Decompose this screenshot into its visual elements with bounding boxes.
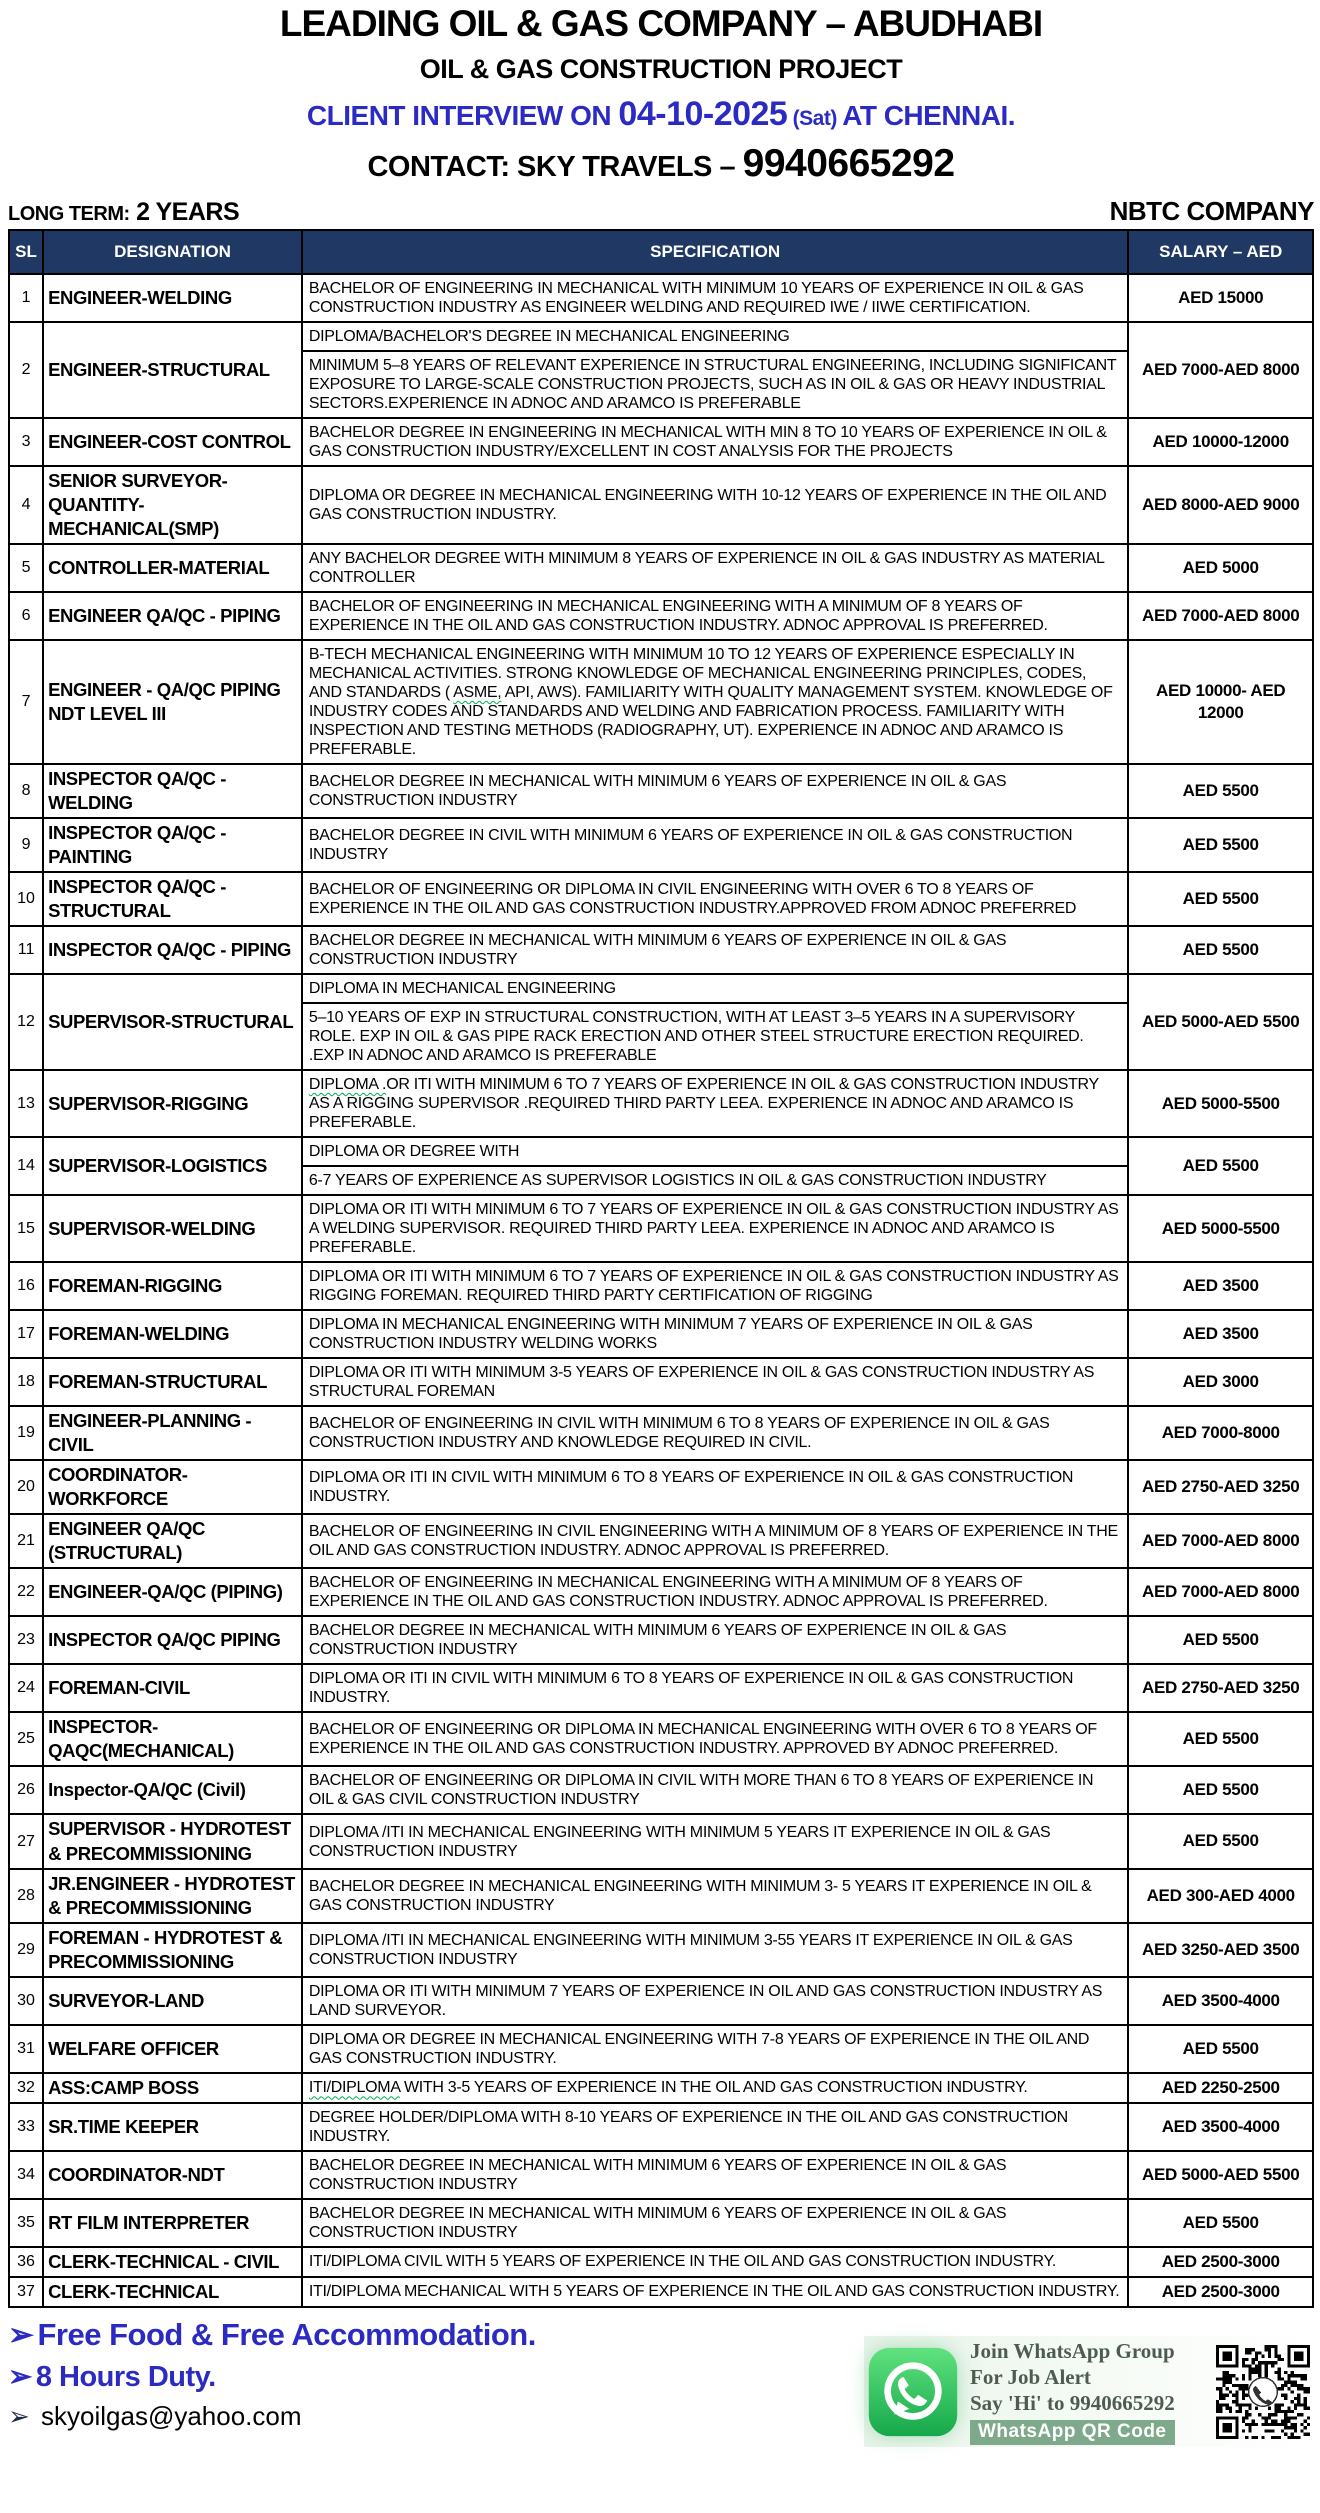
table-row bbox=[9, 1460, 1313, 1514]
table-row bbox=[9, 974, 1313, 1070]
designation-cell: ASS:CAMP BOSS bbox=[43, 2073, 302, 2103]
spec-part: DIPLOMA OR ITI IN CIVIL WITH MINIMUM 6 TO 8 YEARS OF EXPERIENCE IN OIL & GAS CONSTRUCTION INDUSTRY. bbox=[308, 1469, 1074, 1506]
salary-cell: AED 8000-AED 9000 bbox=[1128, 466, 1313, 544]
misspelling-squiggle: DIPLOMA . bbox=[308, 1076, 387, 1094]
advert-header bbox=[8, 4, 1314, 186]
spec-part: BACHELOR OF ENGINEERING OR DIPLOMA IN CIVIL WITH MORE THAN 6 TO 8 YEARS OF EXPERIENCE IN OIL & GAS CIVIL CONSTRUCTION INDUSTRY bbox=[308, 1772, 1094, 1809]
table-row bbox=[9, 1869, 1313, 1923]
whatsapp-qr-label: WhatsApp QR Code bbox=[970, 2420, 1175, 2446]
spec-cell bbox=[302, 1460, 1129, 1514]
designation-cell: SUPERVISOR-RIGGING bbox=[43, 1070, 302, 1137]
whatsapp-line: Say 'Hi' to 9940665292 bbox=[970, 2391, 1175, 2416]
salary-cell: AED 5000-5500 bbox=[1128, 1070, 1313, 1137]
spec-part: DIPLOMA/BACHELOR'S DEGREE IN MECHANICAL ENGINEERING bbox=[308, 327, 790, 345]
col-header-specification: SPECIFICATION bbox=[302, 230, 1129, 274]
interview-day: (Sat) bbox=[787, 106, 843, 130]
spec-part: BACHELOR OF ENGINEERING IN MECHANICAL ENGINEERING WITH A MINIMUM OF 8 YEARS OF EXPERIENCE IN THE OIL AND GAS CONSTRUCTION INDUSTRY. ADNOC APPROVAL IS PREFERRED. bbox=[308, 1574, 1048, 1611]
spec-cell bbox=[302, 466, 1129, 544]
designation-cell: WELFARE OFFICER bbox=[43, 2025, 302, 2073]
table-row bbox=[9, 818, 1313, 872]
sl-cell: 27 bbox=[9, 1814, 43, 1868]
designation-cell: ENGINEER - QA/QC PIPING NDT LEVEL III bbox=[43, 640, 302, 764]
spec-cell bbox=[302, 1712, 1129, 1766]
salary-cell: AED 5500 bbox=[1128, 872, 1313, 926]
salary-cell: AED 15000 bbox=[1128, 274, 1313, 322]
salary-cell: AED 7000-AED 8000 bbox=[1128, 322, 1313, 418]
sl-cell: 30 bbox=[9, 1977, 43, 2025]
table-row bbox=[9, 1262, 1313, 1310]
spec-cell bbox=[302, 1514, 1129, 1568]
table-row bbox=[9, 1977, 1313, 2025]
salary-cell: AED 2750-AED 3250 bbox=[1128, 1664, 1313, 1712]
salary-cell: AED 7000-AED 8000 bbox=[1128, 1514, 1313, 1568]
spec-part: DIPLOMA OR DEGREE WITH bbox=[308, 1143, 520, 1161]
salary-cell: AED 5500 bbox=[1128, 764, 1313, 818]
spec-cell bbox=[302, 926, 1129, 974]
col-header-designation: DESIGNATION bbox=[43, 230, 302, 274]
whatsapp-icon bbox=[866, 2345, 960, 2439]
spec-part: BACHELOR DEGREE IN ENGINEERING IN MECHANICAL WITH MIN 8 TO 10 YEARS OF EXPERIENCE IN OIL & GAS CONSTRUCTION INDUSTRY/EXCELLENT IN COST ANALYSIS FOR THE PROJECTS bbox=[308, 423, 1107, 460]
arrow-bullet-icon: ➢ bbox=[8, 2401, 30, 2432]
table-row bbox=[9, 1514, 1313, 1568]
col-header-sl: SL bbox=[9, 230, 43, 274]
sl-cell: 9 bbox=[9, 818, 43, 872]
sl-cell: 25 bbox=[9, 1712, 43, 1766]
table-row bbox=[9, 1406, 1313, 1460]
table-row bbox=[9, 592, 1313, 640]
designation-cell: ENGINEER-STRUCTURAL bbox=[43, 322, 302, 418]
table-row bbox=[9, 640, 1313, 764]
term-label: LONG TERM: bbox=[8, 202, 130, 225]
page-title: LEADING OIL & GAS COMPANY – ABUDHABI bbox=[279, 3, 1043, 44]
table-row bbox=[9, 2073, 1313, 2103]
spec-cell bbox=[302, 2199, 1129, 2247]
spec-part: BACHELOR DEGREE IN MECHANICAL WITH MINIMUM 6 YEARS OF EXPERIENCE IN OIL & GAS CONSTRUCTION INDUSTRY bbox=[308, 1622, 1007, 1659]
whatsapp-group-badge[interactable] bbox=[864, 2336, 1312, 2448]
sl-cell: 3 bbox=[9, 418, 43, 466]
designation-cell: COORDINATOR-NDT bbox=[43, 2151, 302, 2199]
designation-cell: ENGINEER-PLANNING - CIVIL bbox=[43, 1406, 302, 1460]
designation-cell: SUPERVISOR-WELDING bbox=[43, 1195, 302, 1262]
designation-cell: FOREMAN-CIVIL bbox=[43, 1664, 302, 1712]
sl-cell: 18 bbox=[9, 1358, 43, 1406]
spec-part: BACHELOR OF ENGINEERING IN MECHANICAL ENGINEERING WITH A MINIMUM OF 8 YEARS OF EXPERIENCE IN THE OIL AND GAS CONSTRUCTION INDUSTRY. ADNOC APPROVAL IS PREFERRED. bbox=[308, 597, 1048, 634]
spec-part: BACHELOR DEGREE IN MECHANICAL WITH MINIMUM 6 YEARS OF EXPERIENCE IN OIL & GAS CONSTRUCTION INDUSTRY bbox=[308, 772, 1007, 809]
spec-part: DIPLOMA IN MECHANICAL ENGINEERING bbox=[308, 980, 616, 998]
contact-phone: 9940665292 bbox=[742, 141, 955, 185]
spec-part: ANY BACHELOR DEGREE WITH MINIMUM 8 YEARS OF EXPERIENCE IN OIL & GAS INDUSTRY AS MATERIAL CONTROLLER bbox=[308, 549, 1104, 586]
arrow-bullet-icon: ➢ bbox=[8, 2316, 34, 2352]
spec-part: BACHELOR OF ENGINEERING IN CIVIL WITH MINIMUM 6 TO 8 YEARS OF EXPERIENCE IN OIL & GAS CONSTRUCTION INDUSTRY AND KNOWLEDGE REQUIRED IN CIVIL. bbox=[308, 1415, 1050, 1452]
spec-cell bbox=[302, 1664, 1129, 1712]
designation-cell: FOREMAN-RIGGING bbox=[43, 1262, 302, 1310]
spec-cell bbox=[302, 1814, 1129, 1868]
sl-cell: 34 bbox=[9, 2151, 43, 2199]
sl-cell: 35 bbox=[9, 2199, 43, 2247]
spec-cell bbox=[302, 1358, 1129, 1406]
spec-part: 6-7 YEARS OF EXPERIENCE AS SUPERVISOR LOGISTICS IN OIL & GAS CONSTRUCTION INDUSTRY bbox=[303, 1165, 1128, 1194]
spec-cell bbox=[302, 872, 1129, 926]
designation-cell: SUPERVISOR - HYDROTEST & PRECOMMISSIONING bbox=[43, 1814, 302, 1868]
spec-part: BACHELOR OF ENGINEERING IN MECHANICAL WITH MINIMUM 10 YEARS OF EXPERIENCE IN OIL & GAS CONSTRUCTION INDUSTRY AS ENGINEER WELDING AND REQUIRED IWE / IIWE CERTIFICATION. bbox=[308, 279, 1084, 316]
designation-cell: FOREMAN - HYDROTEST & PRECOMMISSIONING bbox=[43, 1923, 302, 1977]
salary-cell: AED 2750-AED 3250 bbox=[1128, 1460, 1313, 1514]
sl-cell: 19 bbox=[9, 1406, 43, 1460]
table-row bbox=[9, 1070, 1313, 1137]
sl-cell: 21 bbox=[9, 1514, 43, 1568]
spec-part: DIPLOMA OR ITI WITH MINIMUM 7 YEARS OF EXPERIENCE IN OIL AND GAS CONSTRUCTION INDUSTRY AS LAND SURVEYOR. bbox=[308, 1982, 1103, 2019]
spec-part: DEGREE HOLDER/DIPLOMA WITH 8-10 YEARS OF EXPERIENCE IN THE OIL AND GAS CONSTRUCTION INDUSTRY. bbox=[308, 2108, 1068, 2145]
spec-part: DIPLOMA /ITI IN MECHANICAL ENGINEERING WITH MINIMUM 3-55 YEARS IT EXPERIENCE IN OIL & GAS CONSTRUCTION INDUSTRY bbox=[308, 1931, 1073, 1968]
designation-cell: FOREMAN-STRUCTURAL bbox=[43, 1358, 302, 1406]
salary-cell: AED 10000- AED 12000 bbox=[1128, 640, 1313, 764]
spec-part: DIPLOMA OR ITI WITH MINIMUM 6 TO 7 YEARS OF EXPERIENCE IN OIL & GAS CONSTRUCTION INDUSTRY AS A WELDING SUPERVISOR. REQUIRED THIRD PARTY LEEA. EXPERIENCE IN ADNOC AND ARAMCO IS PREFERABLE. bbox=[308, 1201, 1119, 1257]
sl-cell: 22 bbox=[9, 1568, 43, 1616]
designation-cell: SUPERVISOR-STRUCTURAL bbox=[43, 974, 302, 1070]
spec-cell bbox=[302, 818, 1129, 872]
table-row bbox=[9, 2151, 1313, 2199]
spec-part: MINIMUM 5–8 YEARS OF RELEVANT EXPERIENCE IN STRUCTURAL ENGINEERING, INCLUDING SIGNIFICANT EXPOSURE TO LARGE-SCALE CONSTRUCTION PROJECTS, SUCH AS IN OIL & GAS OR HEAVY INDUSTRIAL SECTORS.EXPERIENCE IN ADNOC AND ARAMCO IS PREFERABLE bbox=[303, 350, 1128, 417]
spec-cell bbox=[302, 2103, 1129, 2151]
salary-cell: AED 5500 bbox=[1128, 926, 1313, 974]
designation-cell: ENGINEER-COST CONTROL bbox=[43, 418, 302, 466]
designation-cell: SURVEYOR-LAND bbox=[43, 1977, 302, 2025]
spec-cell bbox=[302, 418, 1129, 466]
spec-cell bbox=[302, 1310, 1129, 1358]
spec-cell bbox=[302, 1195, 1129, 1262]
interview-line bbox=[8, 95, 1314, 134]
spec-cell bbox=[302, 274, 1129, 322]
designation-cell: INSPECTOR QA/QC - STRUCTURAL bbox=[43, 872, 302, 926]
spec-part: BACHELOR DEGREE IN MECHANICAL WITH MINIMUM 6 YEARS OF EXPERIENCE IN OIL & GAS CONSTRUCTION INDUSTRY bbox=[308, 932, 1007, 969]
interview-city: AT CHENNAI. bbox=[842, 99, 1016, 131]
table-row bbox=[9, 2277, 1313, 2307]
spec-part: DIPLOMA OR ITI WITH MINIMUM 3-5 YEARS OF EXPERIENCE IN OIL & GAS CONSTRUCTION INDUSTRY AS STRUCTURAL FOREMAN bbox=[308, 1364, 1095, 1401]
salary-cell: AED 7000-AED 8000 bbox=[1128, 1568, 1313, 1616]
spec-part: BACHELOR DEGREE IN MECHANICAL WITH MINIMUM 6 YEARS OF EXPERIENCE IN OIL & GAS CONSTRUCTION INDUSTRY bbox=[308, 2204, 1007, 2241]
page-subtitle: OIL & GAS CONSTRUCTION PROJECT bbox=[419, 53, 903, 84]
salary-cell: AED 5500 bbox=[1128, 1814, 1313, 1868]
spec-cell bbox=[302, 1406, 1129, 1460]
sl-cell: 23 bbox=[9, 1616, 43, 1664]
table-row bbox=[9, 544, 1313, 592]
sl-cell: 4 bbox=[9, 466, 43, 544]
whatsapp-line: Join WhatsApp Group bbox=[970, 2338, 1175, 2363]
misspelling-squiggle: ITI/DIPLOMA bbox=[308, 2079, 400, 2097]
spec-cell bbox=[302, 764, 1129, 818]
advert-footer bbox=[8, 2308, 1314, 2454]
spec-cell bbox=[302, 1070, 1129, 1137]
spec-cell bbox=[302, 2277, 1129, 2307]
designation-cell: INSPECTOR QA/QC - PAINTING bbox=[43, 818, 302, 872]
salary-cell: AED 5000-AED 5500 bbox=[1128, 2151, 1313, 2199]
spec-part: ITI/DIPLOMA CIVIL WITH 5 YEARS OF EXPERIENCE IN THE OIL AND GAS CONSTRUCTION INDUSTRY. bbox=[308, 2253, 1056, 2271]
designation-cell: INSPECTOR QA/QC - WELDING bbox=[43, 764, 302, 818]
spec-part: ITI/DIPLOMA MECHANICAL WITH 5 YEARS OF EXPERIENCE IN THE OIL AND GAS CONSTRUCTION INDUSTRY. bbox=[308, 2283, 1120, 2301]
term-text bbox=[8, 198, 239, 227]
salary-cell: AED 2500-3000 bbox=[1128, 2247, 1313, 2277]
designation-cell: ENGINEER QA/QC (STRUCTURAL) bbox=[43, 1514, 302, 1568]
bullet-text: Free Food & Free Accommodation. bbox=[37, 2316, 536, 2352]
spec-cell bbox=[302, 2025, 1129, 2073]
designation-cell: RT FILM INTERPRETER bbox=[43, 2199, 302, 2247]
misspelling-squiggle: ASME, bbox=[453, 683, 502, 701]
salary-cell: AED 5500 bbox=[1128, 2025, 1313, 2073]
salary-cell: AED 7000-AED 8000 bbox=[1128, 592, 1313, 640]
table-row bbox=[9, 322, 1313, 418]
sl-cell: 36 bbox=[9, 2247, 43, 2277]
table-row bbox=[9, 466, 1313, 544]
sl-cell: 7 bbox=[9, 640, 43, 764]
designation-cell: Inspector-QA/QC (Civil) bbox=[43, 1766, 302, 1814]
spec-part: DIPLOMA OR ITI IN CIVIL WITH MINIMUM 6 TO 8 YEARS OF EXPERIENCE IN OIL & GAS CONSTRUCTION INDUSTRY. bbox=[308, 1670, 1074, 1707]
salary-cell: AED 5500 bbox=[1128, 1712, 1313, 1766]
designation-cell: JR.ENGINEER - HYDROTEST & PRECOMMISSIONING bbox=[43, 1869, 302, 1923]
spec-cell bbox=[302, 1262, 1129, 1310]
term-value: 2 YEARS bbox=[129, 197, 240, 226]
spec-part: DIPLOMA OR ITI WITH MINIMUM 6 TO 7 YEARS OF EXPERIENCE IN OIL & GAS CONSTRUCTION INDUSTRY AS RIGGING FOREMAN. REQUIRED THIRD PARTY CERTIFICATION OF RIGGING bbox=[308, 1268, 1119, 1305]
spec-part: DIPLOMA OR DEGREE IN MECHANICAL ENGINEERING WITH 7-8 YEARS OF EXPERIENCE IN THE OIL AND GAS CONSTRUCTION INDUSTRY. bbox=[308, 2030, 1090, 2067]
spec-cell bbox=[302, 1977, 1129, 2025]
salary-cell: AED 5000-AED 5500 bbox=[1128, 974, 1313, 1070]
spec-part: BACHELOR OF ENGINEERING OR DIPLOMA IN MECHANICAL ENGINEERING WITH OVER 6 TO 8 YEARS OF EXPERIENCE IN THE OIL AND GAS CONSTRUCTION INDUSTRY. APPROVED BY ADNOC PREFERRED. bbox=[308, 1721, 1097, 1758]
table-row bbox=[9, 872, 1313, 926]
spec-cell bbox=[302, 2247, 1129, 2277]
sl-cell: 12 bbox=[9, 974, 43, 1070]
sl-cell: 1 bbox=[9, 274, 43, 322]
sl-cell: 37 bbox=[9, 2277, 43, 2307]
spec-part: DIPLOMA .OR ITI WITH MINIMUM 6 TO 7 YEARS OF EXPERIENCE IN OIL & GAS CONSTRUCTION INDUSTRY AS A RIGGING SUPERVISOR .REQUIRED THIRD PARTY LEEA. EXPERIENCE IN ADNOC AND ARAMCO IS PREFERABLE. bbox=[308, 1076, 1099, 1132]
sl-cell: 20 bbox=[9, 1460, 43, 1514]
table-row bbox=[9, 274, 1313, 322]
salary-cell: AED 2250-2500 bbox=[1128, 2073, 1313, 2103]
designation-cell: INSPECTOR-QAQC(MECHANICAL) bbox=[43, 1712, 302, 1766]
salary-cell: AED 5500 bbox=[1128, 1766, 1313, 1814]
table-row bbox=[9, 1923, 1313, 1977]
spec-cell bbox=[302, 1766, 1129, 1814]
contact-prefix: CONTACT: SKY TRAVELS – bbox=[367, 150, 743, 183]
table-row bbox=[9, 1310, 1313, 1358]
salary-cell: AED 7000-8000 bbox=[1128, 1406, 1313, 1460]
salary-cell: AED 5500 bbox=[1128, 1616, 1313, 1664]
designation-cell: CONTROLLER-MATERIAL bbox=[43, 544, 302, 592]
jobs-table-header bbox=[9, 230, 1313, 274]
spec-cell bbox=[302, 1923, 1129, 1977]
salary-cell: AED 2500-3000 bbox=[1128, 2277, 1313, 2307]
sl-cell: 29 bbox=[9, 1923, 43, 1977]
table-row bbox=[9, 2199, 1313, 2247]
designation-cell: SUPERVISOR-LOGISTICS bbox=[43, 1137, 302, 1195]
sl-cell: 13 bbox=[9, 1070, 43, 1137]
sl-cell: 6 bbox=[9, 592, 43, 640]
designation-cell: COORDINATOR-WORKFORCE bbox=[43, 1460, 302, 1514]
spec-part: BACHELOR OF ENGINEERING IN CIVIL ENGINEERING WITH A MINIMUM OF 8 YEARS OF EXPERIENCE IN THE OIL AND GAS CONSTRUCTION INDUSTRY. ADNOC APPROVAL IS PREFERRED. bbox=[308, 1523, 1118, 1560]
spec-part: ITI/DIPLOMA WITH 3-5 YEARS OF EXPERIENCE IN THE OIL AND GAS CONSTRUCTION INDUSTRY. bbox=[308, 2079, 1028, 2097]
table-row bbox=[9, 2025, 1313, 2073]
spec-cell bbox=[302, 974, 1129, 1070]
designation-cell: CLERK-TECHNICAL - CIVIL bbox=[43, 2247, 302, 2277]
sl-cell: 24 bbox=[9, 1664, 43, 1712]
designation-cell: ENGINEER-WELDING bbox=[43, 274, 302, 322]
sl-cell: 2 bbox=[9, 322, 43, 418]
designation-cell: SR.TIME KEEPER bbox=[43, 2103, 302, 2151]
salary-cell: AED 5500 bbox=[1128, 1137, 1313, 1195]
spec-cell bbox=[302, 640, 1129, 764]
sl-cell: 8 bbox=[9, 764, 43, 818]
table-row bbox=[9, 1712, 1313, 1766]
sl-cell: 26 bbox=[9, 1766, 43, 1814]
table-row bbox=[9, 1616, 1313, 1664]
salary-cell: AED 5500 bbox=[1128, 2199, 1313, 2247]
spec-cell bbox=[302, 1869, 1129, 1923]
designation-cell: FOREMAN-WELDING bbox=[43, 1310, 302, 1358]
spec-cell bbox=[302, 544, 1129, 592]
sl-cell: 14 bbox=[9, 1137, 43, 1195]
table-row bbox=[9, 1766, 1313, 1814]
salary-cell: AED 3500-4000 bbox=[1128, 1977, 1313, 2025]
sl-cell: 33 bbox=[9, 2103, 43, 2151]
spec-cell bbox=[302, 1568, 1129, 1616]
spec-part: DIPLOMA /ITI IN MECHANICAL ENGINEERING WITH MINIMUM 5 YEARS IT EXPERIENCE IN OIL & GAS CONSTRUCTION INDUSTRY bbox=[308, 1823, 1051, 1860]
sl-cell: 31 bbox=[9, 2025, 43, 2073]
table-row bbox=[9, 764, 1313, 818]
table-row bbox=[9, 1664, 1313, 1712]
table-row bbox=[9, 1568, 1313, 1616]
salary-cell: AED 5000-5500 bbox=[1128, 1195, 1313, 1262]
spec-part: BACHELOR OF ENGINEERING OR DIPLOMA IN CIVIL ENGINEERING WITH OVER 6 TO 8 YEARS OF EXPERIENCE IN THE OIL AND GAS CONSTRUCTION INDUSTRY.APPROVED FROM ADNOC PREFERRED bbox=[308, 881, 1077, 918]
table-row bbox=[9, 926, 1313, 974]
meta-row bbox=[8, 196, 1314, 227]
table-row bbox=[9, 1137, 1313, 1195]
sl-cell: 5 bbox=[9, 544, 43, 592]
interview-prefix: CLIENT INTERVIEW ON bbox=[306, 99, 619, 131]
col-header-salary: SALARY – AED bbox=[1128, 230, 1313, 274]
designation-cell: SENIOR SURVEYOR-QUANTITY-MECHANICAL(SMP) bbox=[43, 466, 302, 544]
whatsapp-line: For Job Alert bbox=[970, 2365, 1091, 2390]
designation-cell: ENGINEER-QA/QC (PIPING) bbox=[43, 1568, 302, 1616]
salary-cell: AED 300-AED 4000 bbox=[1128, 1869, 1313, 1923]
designation-cell: CLERK-TECHNICAL bbox=[43, 2277, 302, 2307]
contact-line bbox=[8, 142, 1314, 186]
spec-part: BACHELOR DEGREE IN MECHANICAL ENGINEERING WITH MINIMUM 3- 5 YEARS IT EXPERIENCE IN OIL & GAS CONSTRUCTION INDUSTRY bbox=[308, 1877, 1092, 1914]
bullet-text: 8 Hours Duty. bbox=[35, 2360, 216, 2393]
table-row bbox=[9, 418, 1313, 466]
sl-cell: 32 bbox=[9, 2073, 43, 2103]
salary-cell: AED 3500 bbox=[1128, 1310, 1313, 1358]
sl-cell: 11 bbox=[9, 926, 43, 974]
designation-cell: INSPECTOR QA/QC - PIPING bbox=[43, 926, 302, 974]
sl-cell: 28 bbox=[9, 1869, 43, 1923]
jobs-table bbox=[8, 229, 1314, 2308]
spec-cell bbox=[302, 2151, 1129, 2199]
spec-cell bbox=[302, 1616, 1129, 1664]
salary-cell: AED 3250-AED 3500 bbox=[1128, 1923, 1313, 1977]
arrow-bullet-icon: ➢ bbox=[8, 2360, 32, 2393]
jobs-tbody bbox=[9, 274, 1313, 2307]
salary-cell: AED 10000-12000 bbox=[1128, 418, 1313, 466]
spec-part: 5–10 YEARS OF EXP IN STRUCTURAL CONSTRUCTION, WITH AT LEAST 3–5 YEARS IN A SUPERVISORY ROLE. EXP IN OIL & GAS PIPE RACK ERECTION AND OTHER STEEL STRUCTURE ERECTION REQUIRED. .EXP IN ADNOC AND ARAMCO IS PREFERABLE bbox=[303, 1002, 1128, 1069]
table-row bbox=[9, 2247, 1313, 2277]
designation-cell: ENGINEER QA/QC - PIPING bbox=[43, 592, 302, 640]
salary-cell: AED 5500 bbox=[1128, 818, 1313, 872]
sl-cell: 17 bbox=[9, 1310, 43, 1358]
spec-cell bbox=[302, 2073, 1129, 2103]
spec-part: B-TECH MECHANICAL ENGINEERING WITH MINIMUM 10 TO 12 YEARS OF EXPERIENCE ESPECIALLY IN MECHANICAL ACTIVITIES. STRONG KNOWLEDGE OF MECHANICAL ENGINEERING PRINCIPLES, CODES, AND STANDARDS ( ASME, API, AWS). FAMILIARITY WITH QUALITY MANAGEMENT SYSTEM. KNOWLEDGE OF INDUSTRY CODES AND STANDARDS AND WELDING AND FABRICATION PROCESS. FAMILIARITY WITH INSPECTION AND TESTING METHODS (RADIOGRAPHY, UT). EXPERIENCE IN ADNOC AND ARAMCO IS PREFERABLE. bbox=[308, 645, 1113, 758]
spec-cell bbox=[302, 1137, 1129, 1195]
spec-part: DIPLOMA IN MECHANICAL ENGINEERING WITH MINIMUM 7 YEARS OF EXPERIENCE IN OIL & GAS CONSTRUCTION INDUSTRY WELDING WORKS bbox=[308, 1316, 1033, 1353]
qr-code bbox=[1216, 2345, 1310, 2439]
salary-cell: AED 3000 bbox=[1128, 1358, 1313, 1406]
salary-cell: AED 5000 bbox=[1128, 544, 1313, 592]
salary-cell: AED 3500 bbox=[1128, 1262, 1313, 1310]
spec-cell bbox=[302, 592, 1129, 640]
sl-cell: 15 bbox=[9, 1195, 43, 1262]
whatsapp-text-block bbox=[970, 2338, 1206, 2446]
salary-cell: AED 3500-4000 bbox=[1128, 2103, 1313, 2151]
table-row bbox=[9, 1195, 1313, 1262]
company-name: NBTC COMPANY bbox=[1109, 195, 1314, 226]
spec-part: DIPLOMA OR DEGREE IN MECHANICAL ENGINEERING WITH 10-12 YEARS OF EXPERIENCE IN THE OIL AND GAS CONSTRUCTION INDUSTRY. bbox=[308, 486, 1107, 523]
sl-cell: 16 bbox=[9, 1262, 43, 1310]
interview-date: 04-10-2025 bbox=[618, 94, 788, 133]
designation-cell: INSPECTOR QA/QC PIPING bbox=[43, 1616, 302, 1664]
email-address[interactable]: skyoilgas@yahoo.com bbox=[33, 2401, 302, 2432]
sl-cell: 10 bbox=[9, 872, 43, 926]
spec-part: BACHELOR DEGREE IN MECHANICAL WITH MINIMUM 6 YEARS OF EXPERIENCE IN OIL & GAS CONSTRUCTION INDUSTRY bbox=[308, 2156, 1007, 2193]
spec-cell bbox=[302, 322, 1129, 418]
spec-part: BACHELOR DEGREE IN CIVIL WITH MINIMUM 6 YEARS OF EXPERIENCE IN OIL & GAS CONSTRUCTION INDUSTRY bbox=[308, 826, 1073, 863]
table-row bbox=[9, 1814, 1313, 1868]
table-row bbox=[9, 1358, 1313, 1406]
table-row bbox=[9, 2103, 1313, 2151]
